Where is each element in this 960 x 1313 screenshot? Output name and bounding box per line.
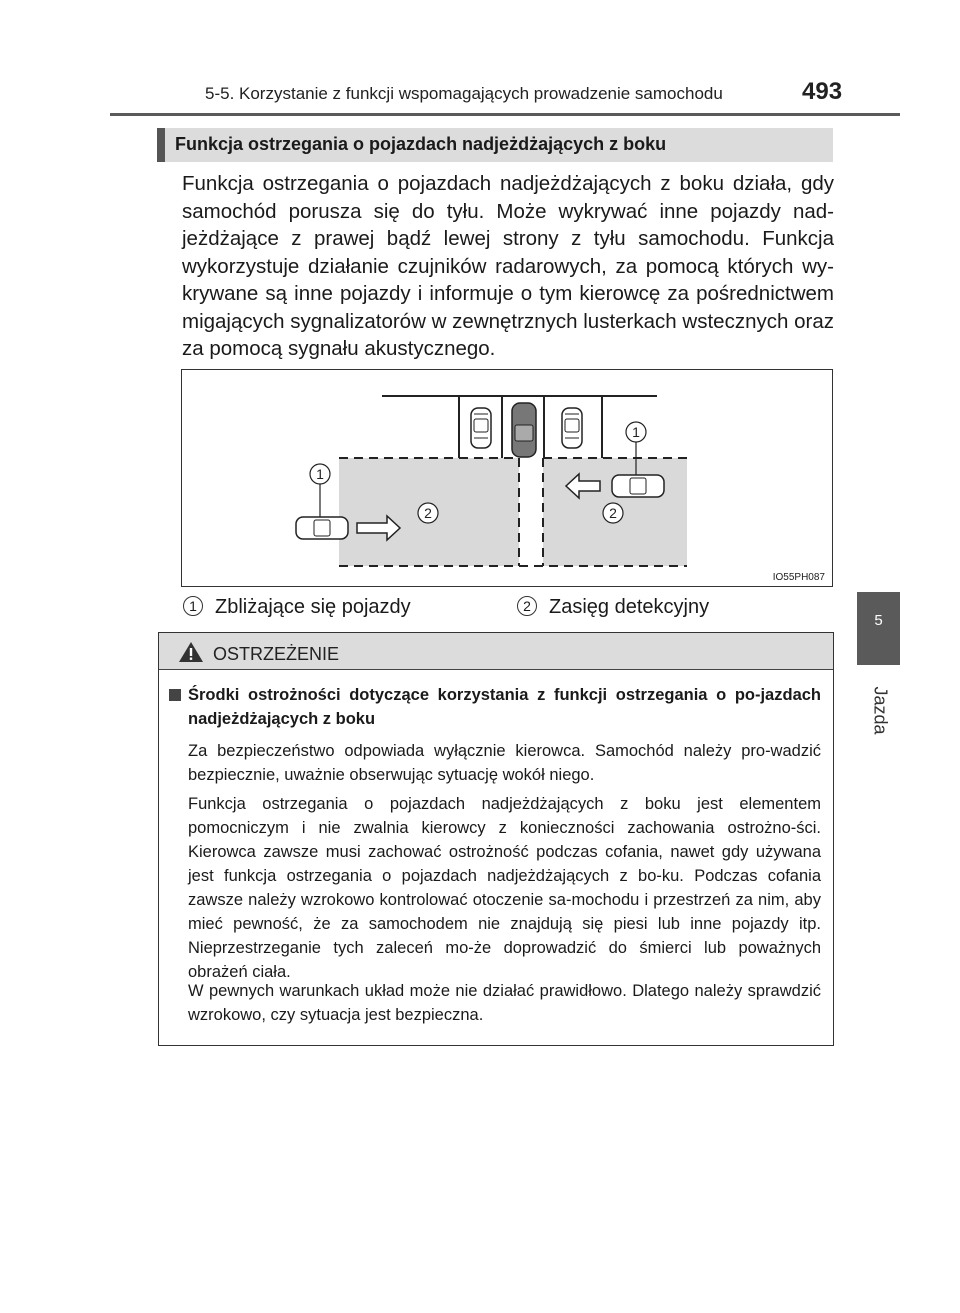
- warning-subtitle: Środki ostrożności dotyczące korzystania z funkcji ostrzegania o po-jazdach nadjeżdżających z boku: [188, 686, 821, 728]
- legend-item: [517, 596, 709, 619]
- section-title-accent: [157, 128, 165, 162]
- rcta-diagram-svg: [182, 370, 832, 586]
- header-divider: [110, 113, 900, 116]
- warning-triangle-icon: [178, 641, 204, 663]
- legend-text: Zasięg detekcyjny: [549, 596, 710, 618]
- warning-box: [158, 632, 834, 1046]
- callout-1-left: 1: [316, 466, 324, 482]
- parked-car-right-icon: [562, 408, 582, 448]
- page-number: 493: [802, 78, 843, 105]
- chapter-number: 5: [874, 612, 883, 629]
- approaching-vehicle-left-icon: [296, 517, 348, 539]
- chapter-label: Jazda: [870, 686, 891, 735]
- section-title-bar: [157, 128, 833, 162]
- approaching-vehicle-right-icon: [612, 475, 664, 497]
- warning-header: [159, 633, 833, 670]
- reversing-own-car-icon: [512, 403, 536, 457]
- callout-2-right: 2: [609, 505, 617, 521]
- legend-number: 1: [183, 596, 203, 616]
- running-header-section: 5-5. Korzystanie z funkcji wspomagających prowadzenie samochodu: [205, 84, 723, 103]
- warning-label: OSTRZEŻENIE: [213, 644, 340, 664]
- chapter-label-container: [866, 672, 894, 752]
- callout-2-left: 2: [424, 505, 432, 521]
- legend-item: [183, 596, 411, 619]
- warning-subtitle-block: [169, 683, 821, 731]
- intro-paragraph: Funkcja ostrzegania o pojazdach nadjeżdżających z boku działa, gdy samochód porusza się do tyłu. Może wykrywać inne pojazdy nad-jeżdżające z prawej bądź lewej strony z tyłu samochodu. Funkcja wykorzystuje działanie czujników radarowych, za pomocą których wy-krywane są inne pojazdy i informuje o tym kierowcę za pośrednictwem migających sygnalizatorów w zewnętrznych lusterkach wstecznych oraz za pomocą sygnału akustycznego.: [182, 172, 834, 360]
- warning-paragraph: Funkcja ostrzegania o pojazdach nadjeżdżających z boku jest elementem pomocniczym i nie zwalnia kierowcy z konieczności zachowania ostrożno-ści. Kierowca zawsze musi zachować ostrożność podczas cofania, nawet gdy używana jest funkcja ostrzegania o pojazdach nadjeżdżających z bo-ku. Podczas cofania zawsze należy wzrokowo kontrolować otoczenie sa-mochodu i przestrzeń za nim, aby mieć pewność, że za samochodem nie znajdują się piesi lub inne pojazdy itp. Nieprzestrzeganie tych zaleceń mo-że doprowadzić do śmierci lub poważnych obrażeń ciała.: [188, 795, 821, 981]
- warning-paragraph: W pewnych warunkach układ może nie działać prawidłowo. Dlatego należy sprawdzić wzrokowo, czy sytuacja jest bezpieczna.: [188, 982, 821, 1024]
- bullet-square-icon: [169, 689, 181, 701]
- legend-text: Zbliżające się pojazdy: [215, 596, 411, 618]
- callout-1-right: 1: [632, 424, 640, 440]
- section-title: Funkcja ostrzegania o pojazdach nadjeżdżających z boku: [175, 134, 667, 154]
- chapter-tab: [857, 592, 900, 665]
- legend-number: 2: [517, 596, 537, 616]
- figure-code: IO55PH087: [772, 572, 825, 583]
- rcta-diagram: [181, 369, 833, 587]
- parked-car-left-icon: [471, 408, 491, 448]
- warning-paragraph: Za bezpieczeństwo odpowiada wyłącznie kierowca. Samochód należy pro-wadzić bezpiecznie, uważnie obserwując sytuację wokół niego.: [188, 742, 821, 784]
